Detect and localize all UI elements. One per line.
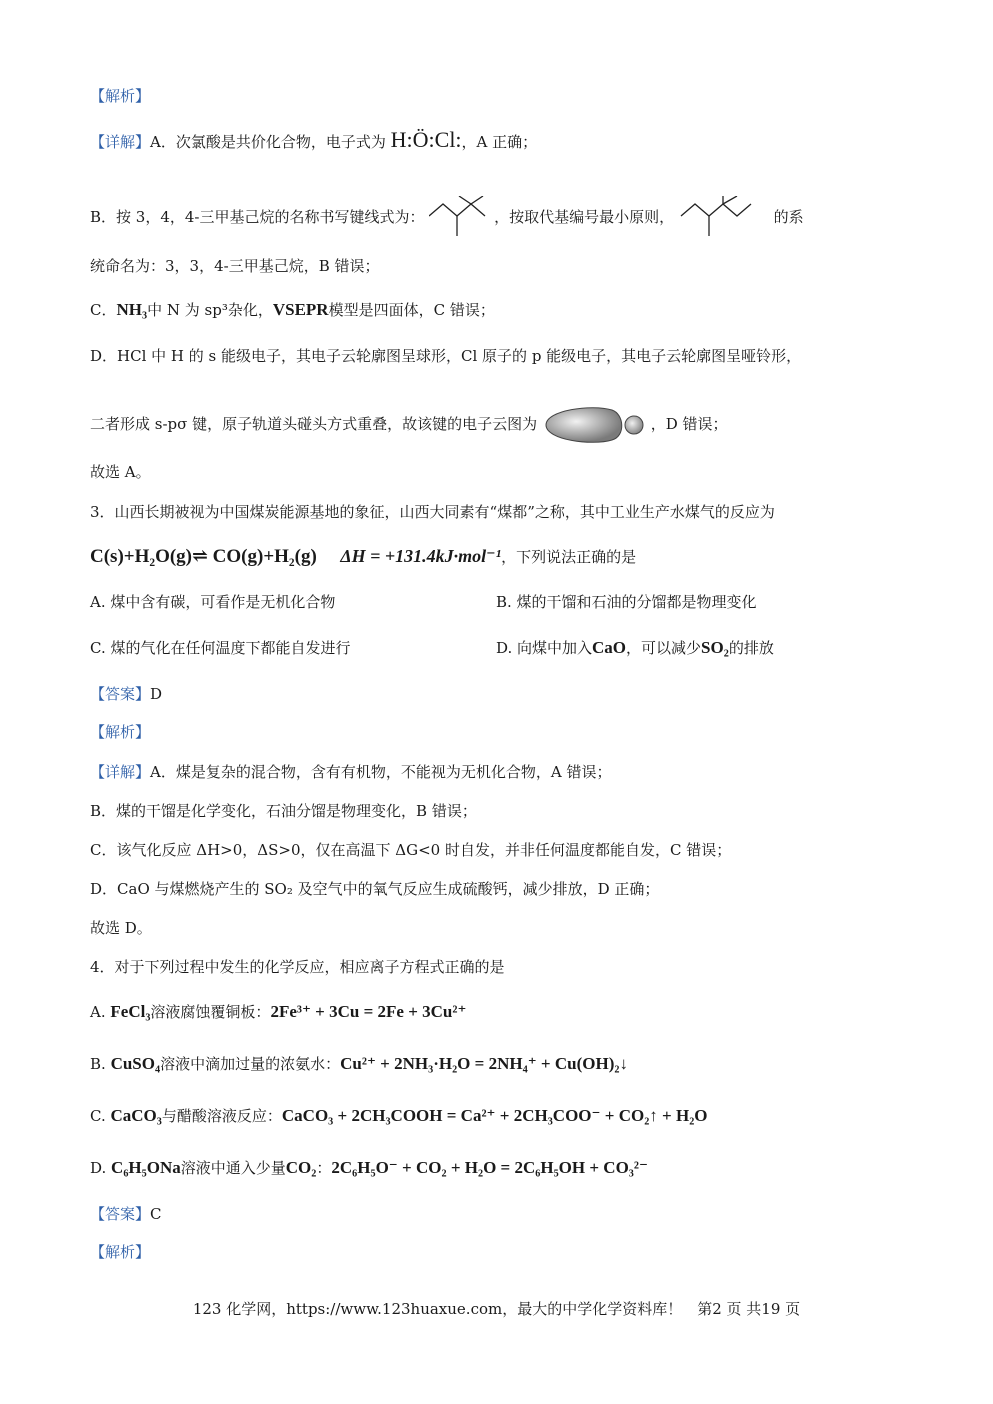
q4-option-a (90, 1002, 466, 1022)
analysis-tag: 【解析】 (90, 1243, 151, 1261)
conclusion-1: 故选 A。 (90, 463, 151, 481)
q4-option-b (90, 1054, 628, 1074)
analysis-tag: 【解析】 (90, 723, 151, 741)
q4-option-d (90, 1158, 648, 1178)
detail-c-post: 模型是四面体，C 错误； (328, 301, 495, 319)
so2-formula: SO₂ (701, 638, 729, 657)
detail-a-post: ，A 正确； (461, 133, 538, 151)
q4-d-text: 溶液中通入少量 (180, 1159, 286, 1177)
q4-b-label: B. (90, 1055, 106, 1073)
detail-a-text: A．次氯酸是共价化合物，电子式为 (150, 133, 386, 151)
q3-exp-a (90, 762, 611, 782)
skeletal-formula-icon (679, 196, 769, 240)
electron-cloud-icon (542, 402, 646, 448)
q4-d-label: D. (90, 1159, 107, 1177)
q3-answer-value: D (150, 685, 163, 703)
q3-option-d-post: 的排放 (728, 639, 774, 657)
vsepr-term: VSEPR (272, 300, 329, 319)
nh3-formula: NH₃ (116, 300, 148, 319)
q4-c-label: C. (90, 1107, 106, 1125)
q4-b-equation: Cu²⁺ + 2NH₃·H₂O = 2NH₄⁺ + Cu(OH)₂↓ (340, 1054, 628, 1073)
q3-option-d (496, 638, 774, 658)
q3-option-b: B. 煤的干馏和石油的分馏都是物理变化 (496, 593, 757, 611)
co2-formula: CO₂ (285, 1158, 317, 1177)
q4-a-text: 溶液腐蚀覆铜板： (150, 1003, 271, 1021)
q3-option-a: A. 煤中含有碳，可看作是无机化合物 (90, 593, 336, 611)
answer-tag: 【答案】 (90, 1205, 151, 1223)
conclusion-2: 故选 D。 (90, 919, 152, 937)
cao-formula: CaO (592, 638, 627, 657)
c6h5ona-formula: C₆H₅ONa (111, 1158, 181, 1177)
fecl3-formula: FeCl₃ (110, 1002, 151, 1021)
detail-b-line (90, 196, 804, 240)
detail-d2-text: 二者形成 s-pσ 键，原子轨道头碰头方式重叠，故该键的电子云图为 (90, 415, 538, 433)
detail-d2-post: ，D 错误； (650, 415, 728, 433)
q4-c-text: 与醋酸溶液反应： (161, 1107, 282, 1125)
detail-b-post: 的系 (773, 208, 804, 226)
cuso4-formula: CuSO₄ (110, 1054, 161, 1073)
caco3-formula: CaCO₃ (110, 1106, 162, 1125)
q4-answer (90, 1204, 162, 1224)
detail-c-prefix: C． (90, 301, 117, 319)
q3-option-d-text: D. 向煤中加入 (496, 639, 593, 657)
q3-stem-post: ，下列说法正确的是 (501, 548, 637, 566)
q3-option-d-mid: ，可以减少 (626, 639, 702, 657)
q3-stem: 3．山西长期被视为中国煤炭能源基地的象征，山西大同素有“煤都”之称，其中工业生产水煤气的反应为 (90, 503, 775, 521)
detail-b-text: B．按 3，4，4-三甲基己烷的名称书写键线式为： (90, 208, 425, 226)
skeletal-formula-icon (429, 196, 489, 240)
detail-b-mid: ，按取代基编号最小原则， (494, 208, 675, 226)
q3-equation-line (90, 546, 636, 567)
q3-exp-b: B．煤的干馏是化学变化，石油分馏是物理变化，B 错误； (90, 802, 477, 820)
detail-c-mid: 中 N 为 sp³杂化， (147, 301, 273, 319)
q3-option-c: C. 煤的气化在任何温度下都能自发进行 (90, 639, 351, 657)
detail-b2-line: 统命名为：3，3，4-三甲基己烷，B 错误； (90, 257, 380, 275)
q4-b-text: 溶液中滴加过量的浓氨水： (160, 1055, 341, 1073)
q3-exp-d: D．CaO 与煤燃烧产生的 SO₂ 及空气中的氧气反应生成硫酸钙，减少排放，D 正确； (90, 880, 660, 898)
q4-c-equation: CaCO₃ + 2CH₃COOH = Ca²⁺ + 2CH₃COO⁻ + CO₂↑ + H₂O (281, 1106, 708, 1125)
detail-tag: 【详解】 (90, 763, 151, 781)
q3-enthalpy: ΔH = +131.4kJ·mol⁻¹ (340, 546, 502, 566)
q3-answer (90, 684, 162, 704)
analysis-tag: 【解析】 (90, 87, 151, 105)
answer-tag: 【答案】 (90, 685, 151, 703)
detail-d2-line (90, 402, 728, 448)
q3-exp-c: C．该气化反应 ΔH>0，ΔS>0，仅在高温下 ΔG<0 时自发，并非任何温度都能自发，C 错误； (90, 841, 732, 859)
detail-d-line: D．HCl 中 H 的 s 能级电子，其电子云轮廓图呈球形，Cl 原子的 p 能级电子，其电子云轮廓图呈哑铃形， (90, 347, 802, 365)
q4-option-c (90, 1106, 708, 1126)
q4-a-equation: 2Fe³⁺ + 3Cu = 2Fe + 3Cu²⁺ (270, 1002, 467, 1021)
detail-c-line (90, 300, 495, 320)
q4-d-colon: ： (316, 1159, 332, 1177)
q4-d-equation: 2C₆H₅O⁻ + CO₂ + H₂O = 2C₆H₅OH + CO₃²⁻ (331, 1158, 648, 1177)
q4-a-label: A. (90, 1003, 106, 1021)
q3-equation: C(s)+H₂O(g)⇌ CO(g)+H₂(g) (90, 546, 317, 567)
page-footer: 123 化学网，https://www.123huaxue.com，最大的中学化学资料库！ 第2 页 共19 页 (192, 1300, 801, 1318)
q3-exp-a-text: A．煤是复杂的混合物，含有有机物，不能视为无机化合物，A 错误； (150, 763, 612, 781)
detail-tag: 【详解】 (90, 133, 151, 151)
detail-a-line (90, 127, 538, 152)
q4-stem: 4．对于下列过程中发生的化学反应，相应离子方程式正确的是 (90, 958, 505, 976)
lewis-structure: H:Ö:Cl: (390, 127, 462, 152)
q4-answer-value: C (150, 1205, 162, 1223)
